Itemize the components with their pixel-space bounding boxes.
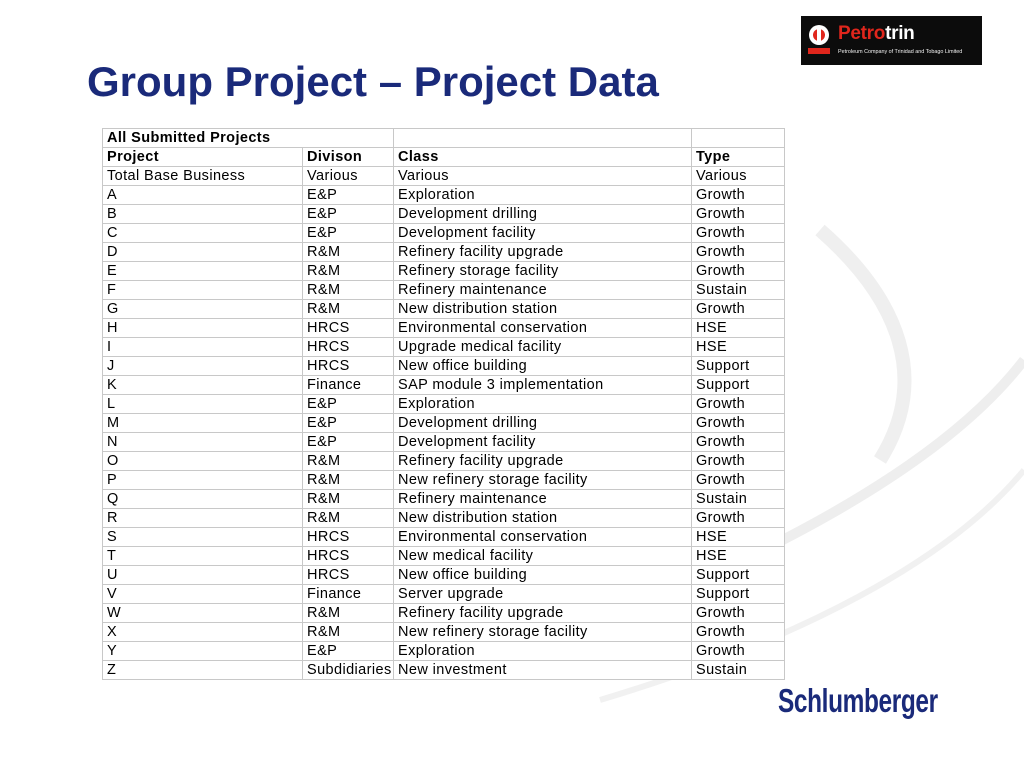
cell-division: HRCS: [303, 357, 394, 376]
cell-division: R&M: [303, 623, 394, 642]
cell-project: X: [103, 623, 303, 642]
table-row: [103, 205, 785, 224]
table-row: [103, 604, 785, 623]
cell-division: Finance: [303, 376, 394, 395]
cell-division: R&M: [303, 281, 394, 300]
cell-division: R&M: [303, 509, 394, 528]
cell-project: C: [103, 224, 303, 243]
cell-class: Development facility: [394, 224, 692, 243]
cell-class: New office building: [394, 566, 692, 585]
cell-type: Growth: [692, 243, 785, 262]
table-row: [103, 490, 785, 509]
cell-class: Refinery maintenance: [394, 281, 692, 300]
table-row: [103, 547, 785, 566]
cell-project: D: [103, 243, 303, 262]
cell-type: HSE: [692, 528, 785, 547]
cell-project: A: [103, 186, 303, 205]
cell-class: Refinery facility upgrade: [394, 604, 692, 623]
table-row: [103, 433, 785, 452]
cell-division: R&M: [303, 300, 394, 319]
column-header-class: Class: [394, 148, 692, 167]
cell-project: Y: [103, 642, 303, 661]
cell-class: Refinery storage facility: [394, 262, 692, 281]
cell-project: Total Base Business: [103, 167, 303, 186]
column-header-project: Project: [103, 148, 303, 167]
cell-class: Refinery facility upgrade: [394, 243, 692, 262]
petrotrin-emblem-icon: [806, 22, 832, 58]
cell-class: New refinery storage facility: [394, 471, 692, 490]
cell-type: Growth: [692, 262, 785, 281]
table-row: [103, 642, 785, 661]
table-row: [103, 243, 785, 262]
cell-type: Growth: [692, 452, 785, 471]
cell-class: Various: [394, 167, 692, 186]
cell-class: New distribution station: [394, 509, 692, 528]
cell-project: P: [103, 471, 303, 490]
cell-division: E&P: [303, 642, 394, 661]
table-row: [103, 262, 785, 281]
table-section-header-row: [103, 129, 785, 148]
cell-type: Growth: [692, 414, 785, 433]
cell-division: Various: [303, 167, 394, 186]
cell-class: Development drilling: [394, 205, 692, 224]
cell-class: New office building: [394, 357, 692, 376]
cell-project: K: [103, 376, 303, 395]
table-row: [103, 186, 785, 205]
cell-project: M: [103, 414, 303, 433]
cell-class: New distribution station: [394, 300, 692, 319]
cell-type: Growth: [692, 642, 785, 661]
cell-class: Exploration: [394, 186, 692, 205]
cell-type: Sustain: [692, 661, 785, 680]
table-section-header: All Submitted Projects: [103, 129, 394, 148]
table-row: [103, 509, 785, 528]
table-row: [103, 471, 785, 490]
table-row: [103, 623, 785, 642]
cell-type: Growth: [692, 604, 785, 623]
column-header-type: Type: [692, 148, 785, 167]
empty-cell: [394, 129, 692, 148]
cell-division: E&P: [303, 224, 394, 243]
cell-division: E&P: [303, 186, 394, 205]
project-data-table: [102, 128, 785, 680]
cell-division: E&P: [303, 205, 394, 224]
cell-project: S: [103, 528, 303, 547]
cell-class: Environmental conservation: [394, 528, 692, 547]
cell-project: Q: [103, 490, 303, 509]
cell-division: R&M: [303, 243, 394, 262]
table-row: [103, 414, 785, 433]
column-header-division: Divison: [303, 148, 394, 167]
table-row: [103, 224, 785, 243]
cell-project: J: [103, 357, 303, 376]
cell-project: B: [103, 205, 303, 224]
cell-division: E&P: [303, 433, 394, 452]
cell-class: Exploration: [394, 642, 692, 661]
cell-division: Subdidiaries: [303, 661, 394, 680]
petrotrin-wordmark: Petrotrin: [838, 23, 915, 44]
cell-project: W: [103, 604, 303, 623]
cell-type: Growth: [692, 509, 785, 528]
cell-type: Support: [692, 357, 785, 376]
cell-class: Server upgrade: [394, 585, 692, 604]
cell-class: Upgrade medical facility: [394, 338, 692, 357]
cell-type: Growth: [692, 433, 785, 452]
cell-type: Sustain: [692, 490, 785, 509]
cell-division: HRCS: [303, 566, 394, 585]
cell-type: Growth: [692, 224, 785, 243]
cell-type: Support: [692, 585, 785, 604]
cell-type: HSE: [692, 319, 785, 338]
table-row: [103, 300, 785, 319]
table-row: [103, 452, 785, 471]
table-header-row: [103, 148, 785, 167]
cell-project: T: [103, 547, 303, 566]
cell-division: HRCS: [303, 338, 394, 357]
petrotrin-subtitle: Petroleum Company of Trinidad and Tobago Limited: [838, 49, 963, 55]
cell-type: Support: [692, 376, 785, 395]
cell-type: Support: [692, 566, 785, 585]
cell-division: HRCS: [303, 528, 394, 547]
cell-class: New investment: [394, 661, 692, 680]
table-row: [103, 167, 785, 186]
cell-project: N: [103, 433, 303, 452]
cell-type: Growth: [692, 623, 785, 642]
table-row: [103, 585, 785, 604]
cell-project: O: [103, 452, 303, 471]
cell-class: Refinery facility upgrade: [394, 452, 692, 471]
cell-division: R&M: [303, 262, 394, 281]
cell-division: Finance: [303, 585, 394, 604]
cell-division: HRCS: [303, 319, 394, 338]
cell-division: R&M: [303, 490, 394, 509]
cell-type: Various: [692, 167, 785, 186]
cell-project: Z: [103, 661, 303, 680]
petrotrin-logo: [801, 16, 982, 65]
cell-class: Development drilling: [394, 414, 692, 433]
cell-type: Growth: [692, 395, 785, 414]
cell-type: Growth: [692, 186, 785, 205]
slide-title: Group Project – Project Data: [87, 58, 659, 105]
cell-type: HSE: [692, 547, 785, 566]
table-body: [103, 167, 785, 680]
cell-class: New medical facility: [394, 547, 692, 566]
table-row: [103, 376, 785, 395]
cell-project: V: [103, 585, 303, 604]
empty-cell: [692, 129, 785, 148]
cell-project: L: [103, 395, 303, 414]
cell-type: Growth: [692, 471, 785, 490]
cell-division: HRCS: [303, 547, 394, 566]
table-row: [103, 528, 785, 547]
cell-division: E&P: [303, 414, 394, 433]
cell-project: I: [103, 338, 303, 357]
cell-class: Environmental conservation: [394, 319, 692, 338]
cell-project: G: [103, 300, 303, 319]
cell-type: Sustain: [692, 281, 785, 300]
table-row: [103, 319, 785, 338]
cell-project: R: [103, 509, 303, 528]
cell-type: Growth: [692, 205, 785, 224]
cell-project: E: [103, 262, 303, 281]
cell-class: Refinery maintenance: [394, 490, 692, 509]
table-row: [103, 395, 785, 414]
cell-type: Growth: [692, 300, 785, 319]
cell-project: H: [103, 319, 303, 338]
cell-project: F: [103, 281, 303, 300]
table-row: [103, 338, 785, 357]
cell-type: HSE: [692, 338, 785, 357]
cell-division: R&M: [303, 604, 394, 623]
cell-class: New refinery storage facility: [394, 623, 692, 642]
table-row: [103, 661, 785, 680]
table-row: [103, 566, 785, 585]
cell-class: SAP module 3 implementation: [394, 376, 692, 395]
cell-division: R&M: [303, 452, 394, 471]
cell-class: Exploration: [394, 395, 692, 414]
schlumberger-logo: Schlumberger: [778, 682, 938, 719]
cell-project: U: [103, 566, 303, 585]
table-row: [103, 357, 785, 376]
table-row: [103, 281, 785, 300]
cell-class: Development facility: [394, 433, 692, 452]
cell-division: E&P: [303, 395, 394, 414]
cell-division: R&M: [303, 471, 394, 490]
